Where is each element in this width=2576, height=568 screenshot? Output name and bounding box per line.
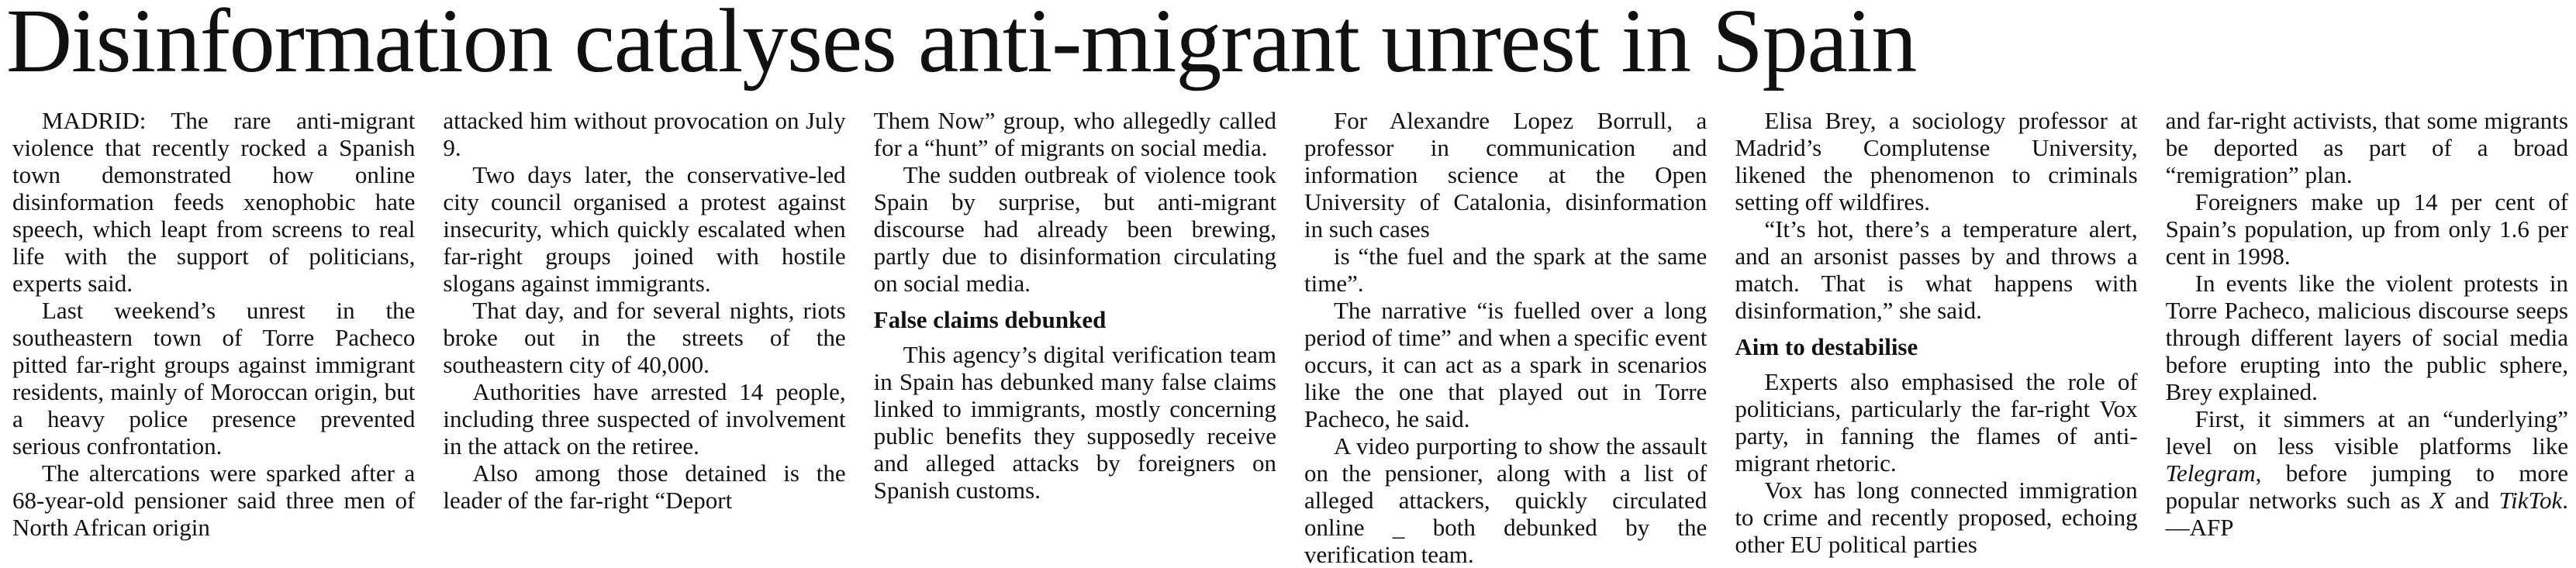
paragraph: This agency’s digital verification team in Spain has debunked many false claims linked to immigrants, mostly concerning public benefits they supposedly receive and alleged attacks by foreigners on Spanish customs.: [873, 341, 1276, 504]
closing-paragraph: [2166, 405, 2568, 541]
platform-name: TikTok: [2498, 487, 2563, 514]
paragraph: Also among those detained is the leader of the far-right “Deport: [443, 460, 846, 514]
paragraph: Elisa Brey, a sociology professor at Madrid’s Complutense University, likened the phenomenon to criminals setting off wildfires.: [1735, 107, 2138, 215]
paragraph: MADRID: The rare anti-migrant violence that recently rocked a Spanish town demonstrated how online disinformation feeds xenophobic hate speech, which leapt from screens to real life with the support of politicians, experts said.: [12, 107, 416, 297]
paragraph: The sudden outbreak of violence took Spain by surprise, but anti-migrant discourse had already been brewing, partly due to disinformation circulating on social media.: [873, 161, 1276, 297]
text-run: First, it simmers at an “underlying” level on less visible platforms like: [2165, 405, 2568, 460]
paragraph: That day, and for several nights, riots broke out in the streets of the southeastern city of 40,000.: [443, 297, 846, 378]
paragraph: is “the fuel and the spark at the same time”.: [1304, 243, 1708, 297]
text-run: .—AFP: [2165, 487, 2568, 541]
paragraph: A video purporting to show the assault on the pensioner, along with a list of alleged attackers, quickly circulated online _ both debunked by the verification team.: [1304, 432, 1708, 568]
paragraph: Authorities have arrested 14 people, including three suspected of involvement in the attack on the retiree.: [443, 378, 846, 460]
column-3: [874, 107, 1276, 544]
paragraph: The narrative “is fuelled over a long period of time” and when a specific event occurs, it can act as a spark in scenarios like the one that played out in Torre Pacheco, he said.: [1304, 297, 1708, 432]
headline: Disinformation catalyses anti-migrant unrest in Spain: [6, 0, 1917, 91]
column-1: [12, 107, 415, 544]
subheading-false-claims: False claims debunked: [873, 306, 1107, 333]
paragraph-continuation: attacked him without provocation on July 9.: [443, 107, 846, 161]
paragraph: Last weekend’s unrest in the southeastern town of Torre Pacheco pitted far-right groups against immigrant residents, mainly of Moroccan origin, but a heavy police presence prevented serious confrontation.: [12, 297, 416, 460]
text-run: , before jumping to more popular networks such as: [2165, 460, 2568, 514]
paragraph: “It’s hot, there’s a temperature alert, and an arsonist passes by and throws a match. That is what happens with disinformation,” she said.: [1735, 215, 2138, 324]
column-4: [1304, 107, 1708, 568]
paragraph: Foreigners make up 14 per cent of Spain’s population, up from only 1.6 per cent in 1998.: [2165, 188, 2568, 270]
paragraph: Vox has long connected immigration to crime and recently proposed, echoing other EU political parties: [1735, 477, 2138, 558]
subheading-aim-to-destabilise: Aim to destabilise: [1735, 333, 1918, 360]
column-2: [443, 107, 845, 544]
platform-name: Telegram: [2165, 460, 2256, 487]
paragraph: Two days later, the conservative-led city council organised a protest against insecurity, which quickly escalated when far-right groups joined with hostile slogans against immigrants.: [443, 161, 846, 297]
paragraph: Experts also emphasised the role of politicians, particularly the far-right Vox party, in fanning the flames of anti-migrant rhetoric.: [1735, 368, 2138, 477]
column-5: [1735, 107, 2138, 558]
paragraph: In events like the violent protests in Torre Pacheco, malicious discourse seeps through different layers of social media before erupting into the public sphere, Brey explained.: [2165, 270, 2568, 405]
platform-name: X: [2429, 487, 2445, 514]
paragraph: The altercations were sparked after a 68-year-old pensioner said three men of North African origin: [12, 460, 416, 541]
text-run: and: [2444, 487, 2499, 514]
column-6: [2166, 107, 2568, 544]
paragraph-continuation: Them Now” group, who allegedly called for a “hunt” of migrants on social media.: [873, 107, 1276, 161]
article-body: [12, 107, 2568, 568]
paragraph-continuation: and far-right activists, that some migrants be deported as part of a broad “remigration” plan.: [2165, 107, 2568, 188]
paragraph: For Alexandre Lopez Borrull, a professor in communication and information science at the Open University of Catalonia, disinformation in such cases: [1304, 107, 1708, 243]
